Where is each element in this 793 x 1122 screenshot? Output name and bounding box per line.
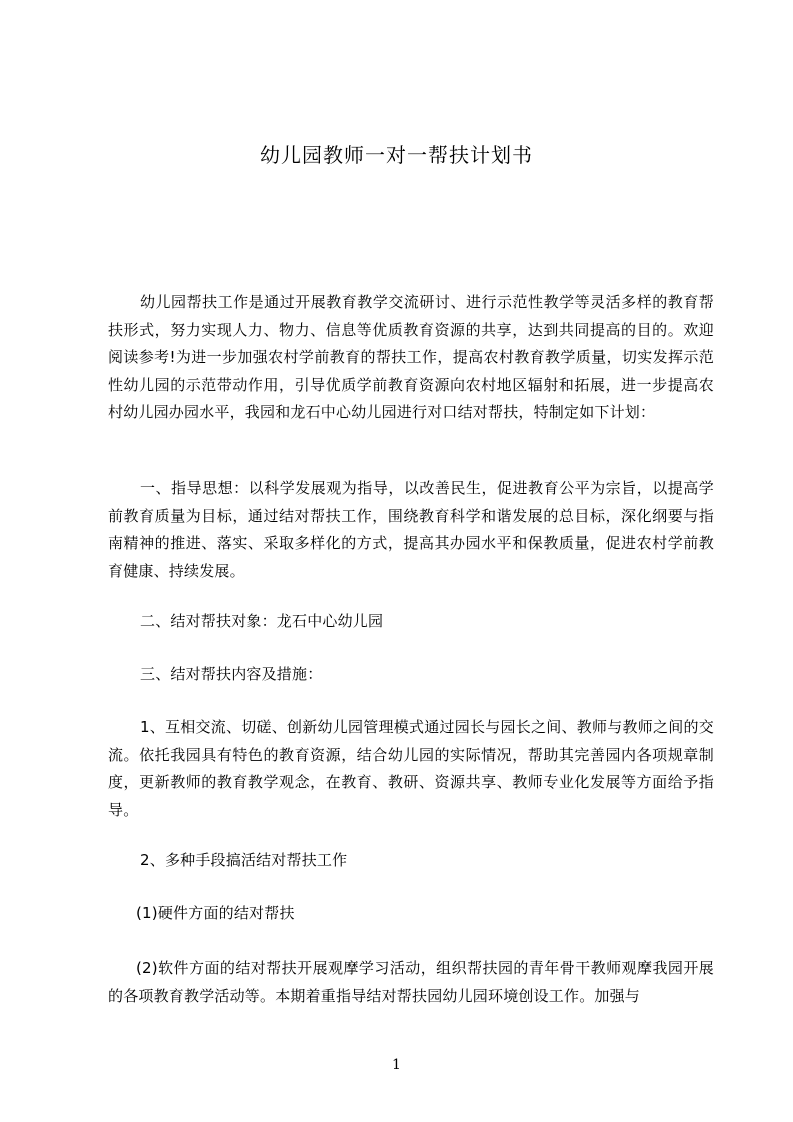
page-number: 1 xyxy=(392,1057,401,1073)
section-guiding-ideology: 一、指导思想：以科学发展观为指导，以改善民生，促进教育公平为宗旨，以提高学前教育质量为目标，通过结对帮扶工作，围绕教育科学和谐发展的总目标，深化纲要与指南精神的推进、落实、采取多样化的方式，提高其办园水平和保教质量，促进农村学前教育健康、持续发展。 xyxy=(108,479,714,580)
document-title: 幼儿园教师一对一帮扶计划书 xyxy=(260,143,533,167)
measure-multiple-means: 2、多种手段搞活结对帮扶工作 xyxy=(140,851,348,869)
section-pairing-target: 二、结对帮扶对象：龙石中心幼儿园 xyxy=(140,612,384,630)
measure-hardware: (1)硬件方面的结对帮扶 xyxy=(136,904,295,922)
intro-paragraph: 幼儿园帮扶工作是通过开展教育教学交流研讨、进行示范性教学等灵活多样的教育帮扶形式，努力实现人力、物力、信息等优质教育资源的共享，达到共同提高的目的。欢迎阅读参考!为进一步加强农村学前教育的帮扶工作，提高农村教育教学质量，切实发挥示范性幼儿园的示范带动作用，引导优质学前教育资源向农村地区辐射和拓展，进一步提高农村幼儿园办园水平，我园和龙石中心幼儿园进行对口结对帮扶，特制定如下计划： xyxy=(108,293,714,422)
measure-software: (2)软件方面的结对帮扶开展观摩学习活动，组织帮扶园的青年骨干教师观摩我园开展的各项教育教学活动等。本期着重指导结对帮扶园幼儿园环境创设工作。加强与 xyxy=(108,959,714,1005)
section-content-measures: 三、结对帮扶内容及措施： xyxy=(140,665,323,683)
measure-exchange: 1、互相交流、切磋、创新幼儿园管理模式通过园长与园长之间、教师与教师之间的交流。依托我园具有特色的教育资源，结合幼儿园的实际情况，帮助其完善园内各项规章制度，更新教师的教育教学观念，在教育、教研、资源共享、教师专业化发展等方面给予指导。 xyxy=(108,718,714,819)
